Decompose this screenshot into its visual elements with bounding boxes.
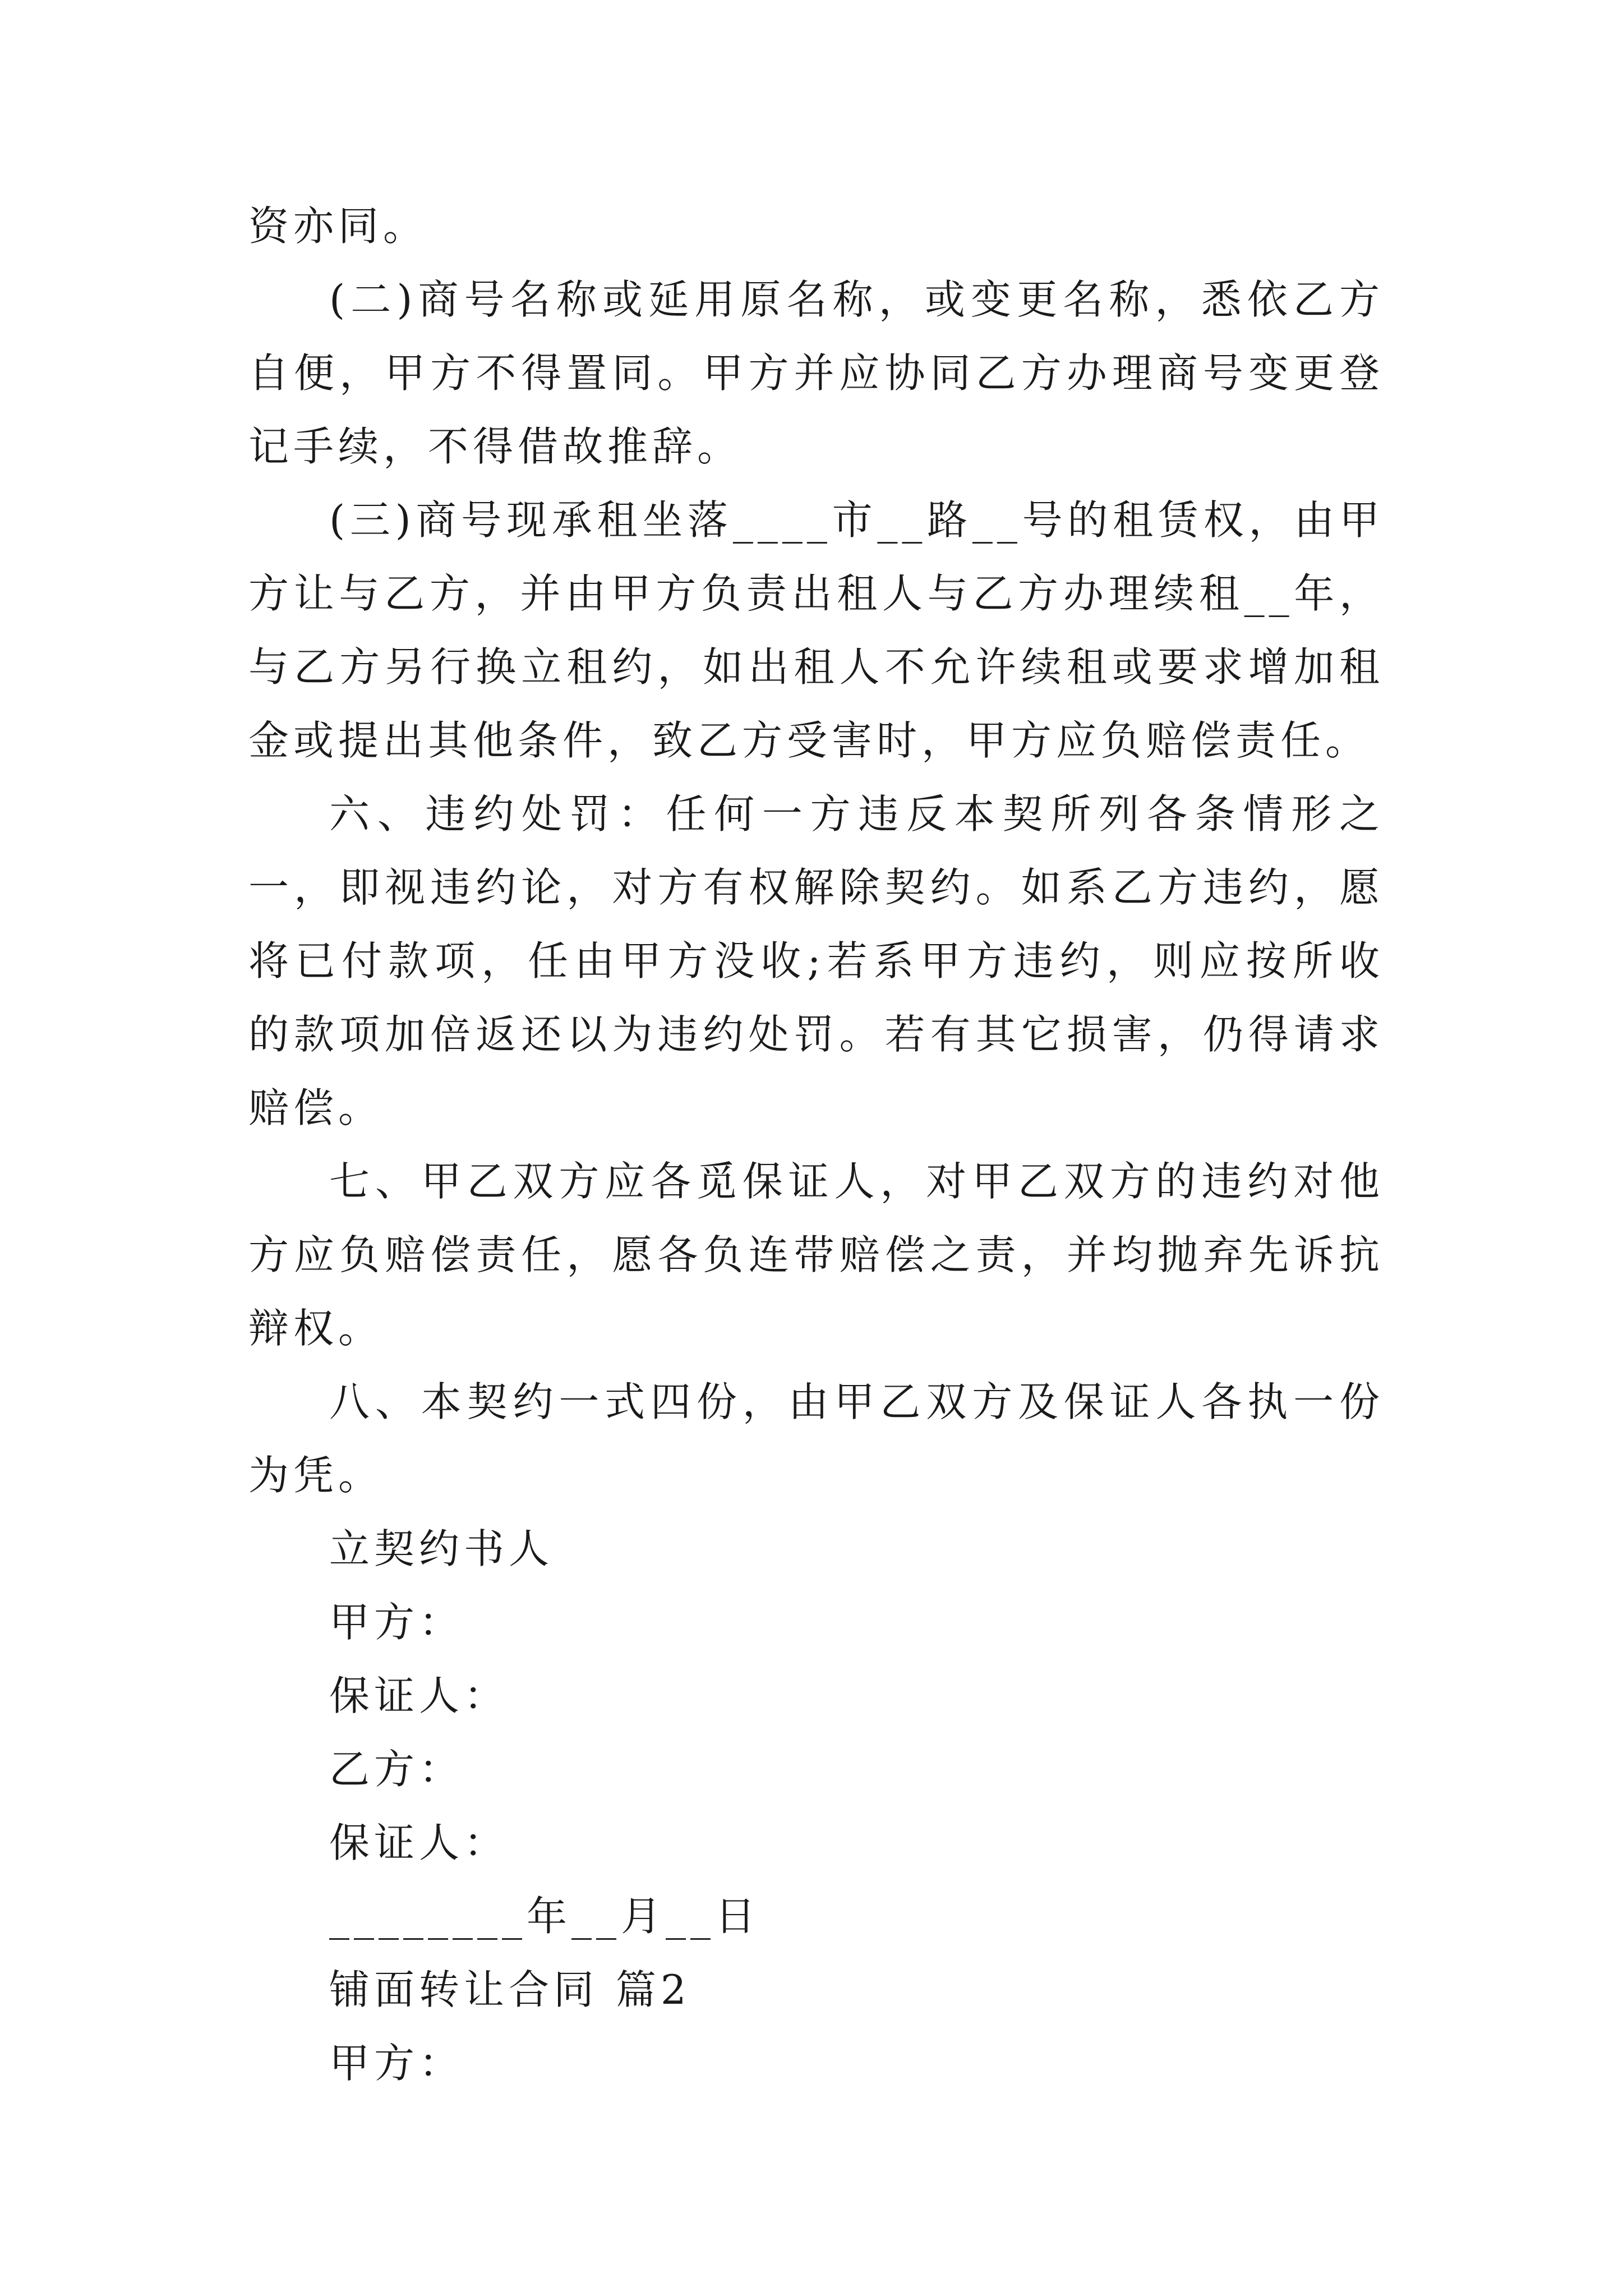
signature-party-b: 乙方： xyxy=(329,1746,464,1793)
paragraph-breach-penalty: 六、违约处罚：任何一方违反本契所列各条情形之一，即视违约论，对方有权解除契约。如系乙方违约，愿将已付款项，任由甲方没收;若系甲方违约，则应按所收的款项加倍返还以为违约处罚。若有其它损害，仍得请求赔偿。 xyxy=(248,790,1384,1131)
signature-guarantor-b: 保证人： xyxy=(329,1819,509,1866)
paragraph-lease-right: (三)商号现承租坐落____市__路__号的租赁权，由甲方让与乙方，并由甲方负责出租人与乙方办理续租__年，与乙方另行换立租约，如出租人不允许续租或要求增加租金或提出其他条件，致乙方受害时，甲方应负赔偿责任。 xyxy=(248,496,1384,764)
paragraph-copies: 八、本契约一式四份，由甲乙双方及保证人各执一份为凭。 xyxy=(248,1378,1384,1499)
paragraph-capital-continuation: 资亦同。 xyxy=(248,203,428,250)
signature-party-a: 甲方： xyxy=(329,1599,464,1646)
section-party-a: 甲方： xyxy=(329,2040,464,2087)
signature-heading: 立契约书人 xyxy=(329,1525,554,1572)
signature-guarantor-a: 保证人： xyxy=(329,1672,509,1719)
paragraph-trade-name: (二)商号名称或延用原名称，或变更名称，悉依乙方自便，甲方不得置同。甲方并应协同乙方办理商号变更登记手续，不得借故推辞。 xyxy=(248,276,1384,470)
section-title: 铺面转让合同 篇2 xyxy=(329,1966,691,2013)
paragraph-guarantors: 七、甲乙双方应各觅保证人，对甲乙双方的违约对他方应负赔偿责任，愿各负连带赔偿之责，并均抛弃先诉抗辩权。 xyxy=(248,1158,1384,1352)
contract-body xyxy=(248,190,1384,2100)
signature-date: ________年__月__日 xyxy=(329,1893,760,1940)
